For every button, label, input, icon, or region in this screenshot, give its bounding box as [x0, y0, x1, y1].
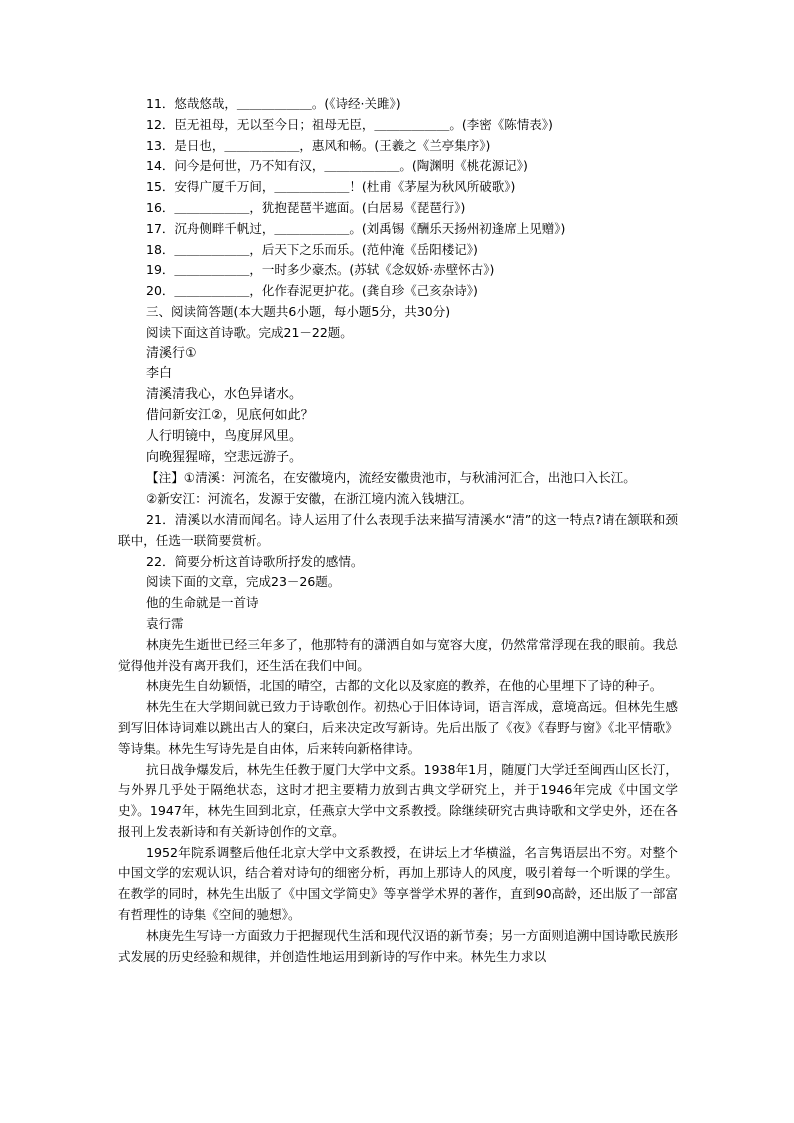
article-paragraph: 林庚先生写诗一方面致力于把握现代生活和现代汉语的新节奏；另一方面则追溯中国诗歌民族形式发展的历史经验和规律，并创造性地运用到新诗的写作中来。林先生力求以	[118, 927, 678, 964]
article-paragraph: 抗日战争爆发后，林先生任教于厦门大学中文系。1938年1月，随厦门大学迁至闽西山区长汀，与外界几乎处于隔绝状态，这时才把主要精力放到古典文学研究上，并于1946年完成《中国文学史》。1947年，林先生回到北京，任燕京大学中文系教授。除继续研究古典诗歌和文学史外，还在各报刊上发表新诗和有关新诗创作的文章。	[118, 761, 678, 839]
poem-note-1: 【注】①清溪：河流名，在安徽境内，流经安徽贵池市，与秋浦河汇合，出池口入长江。	[146, 470, 636, 486]
document-page	[118, 94, 678, 967]
article-paragraph: 林先生在大学期间就已致力于诗歌创作。初热心于旧体诗词，语言浑成，意境高远。但林先生感到写旧体诗词难以跳出古人的窠臼，后来决定改写新诗。先后出版了《夜》《春野与窗》《北平情歌》等诗集。林先生写诗先是自由体，后来转向新格律诗。	[118, 699, 678, 756]
poem-line-4: 向晚猩猩啼，空悲远游子。	[146, 449, 303, 465]
question-13: 13．是日也，＿＿＿＿＿＿，惠风和畅。(王羲之《兰亭集序》)	[146, 137, 491, 153]
poem-note-2: ②新安江：河流名，发源于安徽，在浙江境内流入钱塘江。	[146, 491, 473, 507]
poem-title: 清溪行①	[146, 345, 197, 361]
question-20: 20．＿＿＿＿＿＿，化作春泥更护花。(龚自珍《己亥杂诗》)	[146, 283, 478, 299]
question-14: 14．问今是何世，乃不知有汉，＿＿＿＿＿＿。(陶渊明《桃花源记》)	[146, 158, 528, 174]
article-author: 袁行霈	[146, 615, 184, 631]
poem-author: 李白	[146, 366, 173, 382]
question-17: 17．沉舟侧畔千帆过，＿＿＿＿＿＿。(刘禹锡《酬乐天扬州初逢席上见赠》)	[146, 220, 566, 236]
article-paragraph: 1952年院系调整后他任北京大学中文系教授，在讲坛上才华横溢，名言隽语层出不穷。对整个中国文学的宏观认识，结合着对诗句的细密分析，再加上那诗人的风度，吸引着每一个听课的学生。在教学的同时，林先生出版了《中国文学简史》等享誉学术界的著作，直到90高龄，还出版了一部富有哲理性的诗集《空间的驰想》。	[118, 844, 678, 923]
question-16: 16．＿＿＿＿＿＿，犹抱琵琶半遮面。(白居易《琵琶行》)	[146, 199, 466, 215]
article-intro: 阅读下面的文章，完成23－26题。	[146, 574, 341, 590]
question-22: 22．简要分析这首诗歌所抒发的感情。	[146, 553, 364, 569]
question-18: 18．＿＿＿＿＿＿，后天下之乐而乐。(范仲淹《岳阳楼记》)	[146, 241, 478, 257]
section-heading: 三、阅读简答题(本大题共6小题，每小题5分，共30分)	[146, 303, 451, 319]
question-11: 11．悠哉悠哉，＿＿＿＿＿＿。(《诗经·关雎》)	[146, 96, 401, 111]
poem-line-3: 人行明镜中，鸟度屏风里。	[146, 428, 303, 444]
article-body	[118, 635, 678, 968]
question-list	[118, 94, 678, 302]
poem	[118, 344, 678, 469]
poem-line-2: 借问新安江②，见底何如此？	[146, 407, 314, 423]
question-21: 21．清溪以水清而闻名。诗人运用了什么表现手法来描写清溪水“清”的这一特点?请在颔联和颈联中，任选一联简要赏析。	[118, 511, 678, 548]
poem-intro: 阅读下面这首诗歌。完成21－22题。	[146, 324, 353, 340]
article-paragraph: 林庚先生自幼颖悟，北国的晴空，古都的文化以及家庭的教养，在他的心里埋下了诗的种子。	[146, 678, 663, 694]
poem-line-1: 清溪清我心，水色异诸水。	[146, 387, 303, 403]
notes	[118, 468, 678, 572]
article-title: 他的生命就是一首诗	[146, 595, 259, 611]
article-paragraph: 林庚先生逝世已经三年多了，他那特有的潇洒自如与宽容大度，仍然常常浮现在我的眼前。我总觉得他并没有离开我们，还生活在我们中间。	[118, 636, 678, 673]
question-15: 15．安得广厦千万间，＿＿＿＿＿＿！(杜甫《茅屋为秋风所破歌》)	[146, 179, 516, 195]
question-19: 19．＿＿＿＿＿＿，一时多少豪杰。(苏轼《念奴娇·赤壁怀古》)	[146, 262, 495, 278]
question-12: 12．臣无祖母，无以至今日；祖母无臣，＿＿＿＿＿＿。(李密《陈情表》)	[146, 116, 553, 132]
